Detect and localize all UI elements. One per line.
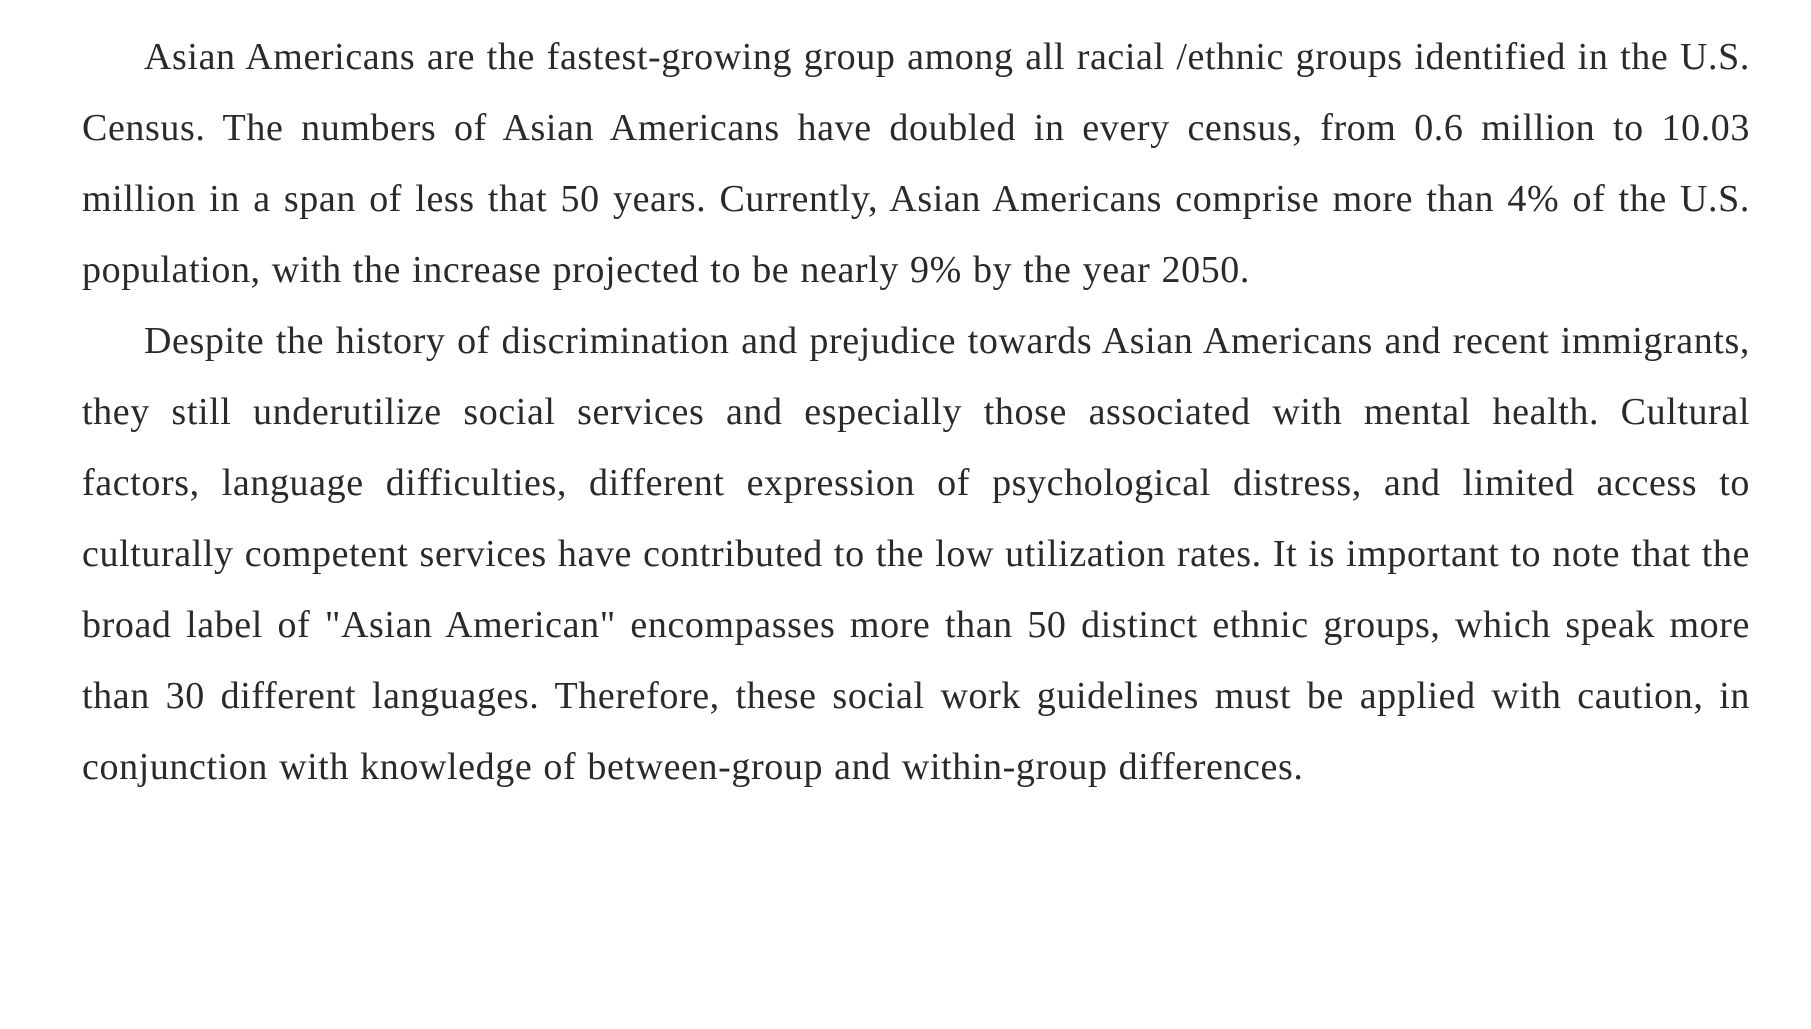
- paragraph-asian-american-growth: Asian Americans are the fastest-growing group among all racial /ethnic groups identified in the U.S. Census. The numbers of Asian Americans have doubled in every census, from 0.6 million to 10.03 million in a span of less that 50 years. Currently, Asian Americans comprise more than 4% of the U.S. population, with the increase projected to be nearly 9% by the year 2050.: [82, 36, 1750, 291]
- paragraph-service-underutilization: Despite the history of discrimination and prejudice towards Asian Americans and recent immigrants, they still underutilize social services and especially those associated with mental health. Cultural factors, language difficulties, different expression of psychological distress, and limited access to culturally competent services have contributed to the low utilization rates. It is important to note that the broad label of "Asian American" encompasses more than 50 distinct ethnic groups, which speak more than 30 different languages. Therefore, these social work guidelines must be applied with caution, in conjunction with knowledge of between-group and within-group differences.: [82, 320, 1750, 788]
- document-body: [82, 22, 1750, 803]
